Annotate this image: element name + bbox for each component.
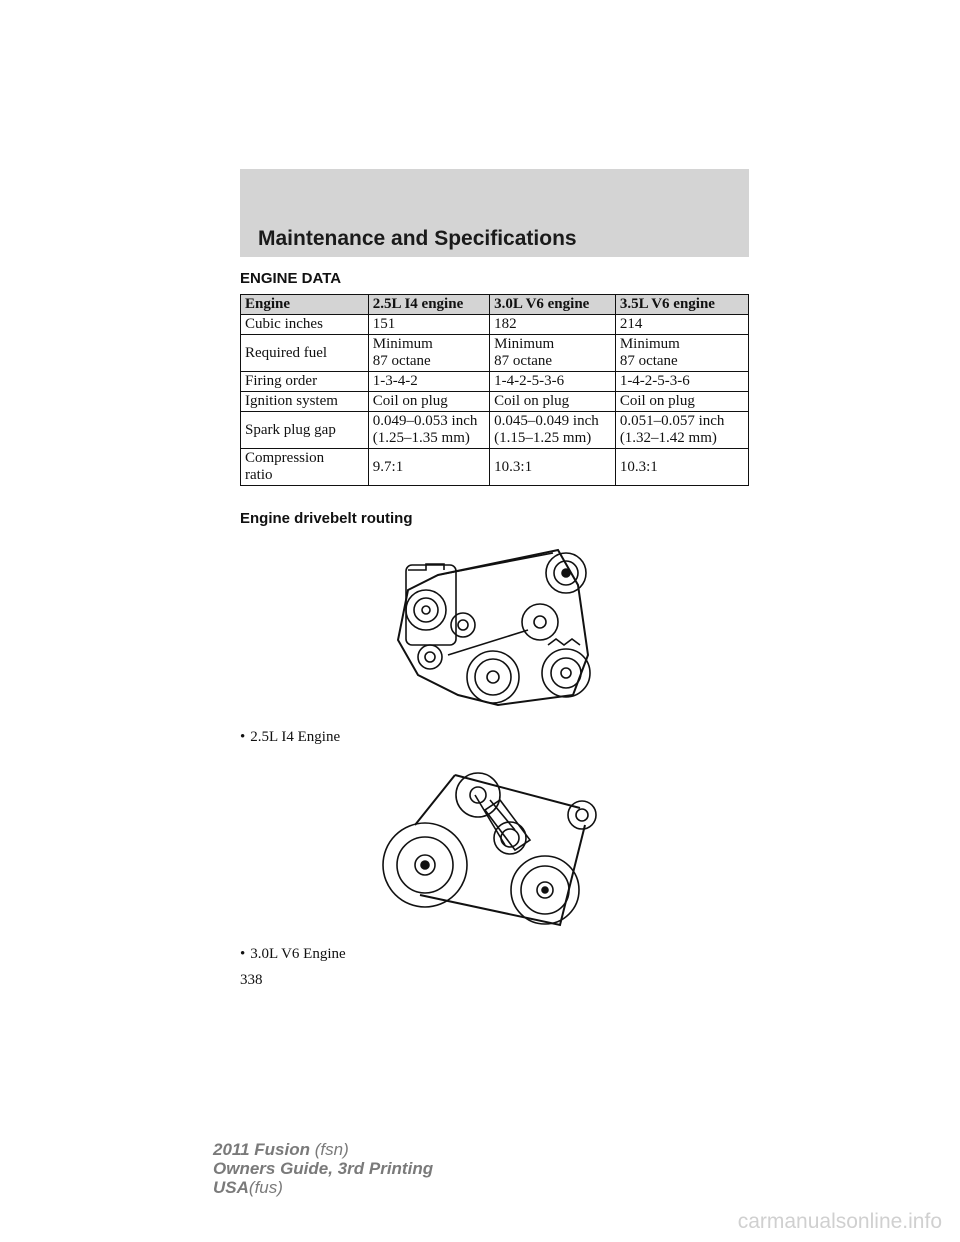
table-header-row bbox=[241, 295, 749, 315]
table-row bbox=[241, 315, 749, 335]
table-row bbox=[241, 449, 749, 486]
cell-line: 87 octane bbox=[619, 353, 678, 369]
footer-guide: Owners Guide, 3rd Printing bbox=[213, 1159, 434, 1178]
cell-line: 87 octane bbox=[372, 353, 431, 369]
row-label: Ignition system bbox=[241, 392, 369, 412]
diagram-caption-v6 bbox=[240, 946, 346, 963]
section-header-bar bbox=[240, 169, 749, 257]
table-cell: 10.3:1 bbox=[615, 449, 748, 486]
table-cell bbox=[368, 412, 489, 449]
cell-line: 0.045–0.049 inch bbox=[494, 413, 599, 429]
row-label: Spark plug gap bbox=[241, 412, 369, 449]
table-cell: Coil on plug bbox=[615, 392, 748, 412]
table-cell bbox=[368, 335, 489, 372]
caption-text: 3.0L V6 Engine bbox=[250, 946, 346, 962]
cell-line: (1.25–1.35 mm) bbox=[372, 430, 470, 446]
row-label: Cubic inches bbox=[241, 315, 369, 335]
table-cell bbox=[615, 335, 748, 372]
table-cell: 1-4-2-5-3-6 bbox=[490, 372, 616, 392]
cell-line: (1.15–1.25 mm) bbox=[494, 430, 592, 446]
footer-market-code: (fus) bbox=[248, 1178, 283, 1197]
table-cell bbox=[615, 412, 748, 449]
footer-line bbox=[213, 1159, 433, 1178]
column-header: 2.5L I4 engine bbox=[368, 295, 489, 315]
table-cell: 1-4-2-5-3-6 bbox=[615, 372, 748, 392]
engine-data-heading: ENGINE DATA bbox=[240, 270, 342, 287]
bullet-icon: • bbox=[240, 729, 246, 745]
column-header: 3.5L V6 engine bbox=[615, 295, 748, 315]
table-cell: Coil on plug bbox=[490, 392, 616, 412]
table-cell: 151 bbox=[368, 315, 489, 335]
table-cell: 10.3:1 bbox=[490, 449, 616, 486]
cell-line: Compression bbox=[245, 450, 325, 466]
table-cell: 182 bbox=[490, 315, 616, 335]
print-footer bbox=[213, 1140, 433, 1197]
footer-line bbox=[213, 1178, 433, 1197]
page-number: 338 bbox=[240, 972, 263, 988]
footer-market: USA bbox=[213, 1178, 249, 1197]
cell-line: Minimum bbox=[494, 336, 555, 352]
bullet-icon: • bbox=[240, 946, 246, 962]
drivebelt-diagram-v6 bbox=[380, 770, 610, 945]
table-row bbox=[241, 372, 749, 392]
watermark-text: carmanualsonline.info bbox=[737, 1210, 942, 1233]
drivebelt-diagram-i4 bbox=[378, 545, 608, 720]
table-row bbox=[241, 335, 749, 372]
column-header: 3.0L V6 engine bbox=[490, 295, 616, 315]
caption-text: 2.5L I4 Engine bbox=[250, 729, 341, 745]
table-cell bbox=[490, 335, 616, 372]
drivebelt-heading: Engine drivebelt routing bbox=[240, 510, 413, 527]
cell-line: 87 octane bbox=[494, 353, 553, 369]
footer-model: 2011 Fusion bbox=[213, 1140, 310, 1159]
cell-line: Minimum bbox=[619, 336, 680, 352]
table-row bbox=[241, 392, 749, 412]
engine-data-table bbox=[240, 294, 749, 486]
column-header: Engine bbox=[241, 295, 369, 315]
cell-line: 0.049–0.053 inch bbox=[372, 413, 478, 429]
cell-line: (1.32–1.42 mm) bbox=[619, 430, 717, 446]
footer-model-code: (fsn) bbox=[314, 1140, 349, 1159]
cell-line: ratio bbox=[245, 467, 273, 483]
row-label: Required fuel bbox=[241, 335, 369, 372]
row-label bbox=[241, 449, 369, 486]
page-title: Maintenance and Specifications bbox=[258, 227, 577, 250]
cell-line: 0.051–0.057 inch bbox=[619, 413, 725, 429]
row-label: Firing order bbox=[241, 372, 369, 392]
table-cell: Coil on plug bbox=[368, 392, 489, 412]
table-row bbox=[241, 412, 749, 449]
table-cell: 1-3-4-2 bbox=[368, 372, 489, 392]
table-cell: 9.7:1 bbox=[368, 449, 489, 486]
table-cell bbox=[490, 412, 616, 449]
table-cell: 214 bbox=[615, 315, 748, 335]
diagram-caption-i4 bbox=[240, 729, 340, 746]
footer-line bbox=[213, 1140, 433, 1159]
cell-line: Minimum bbox=[372, 336, 433, 352]
